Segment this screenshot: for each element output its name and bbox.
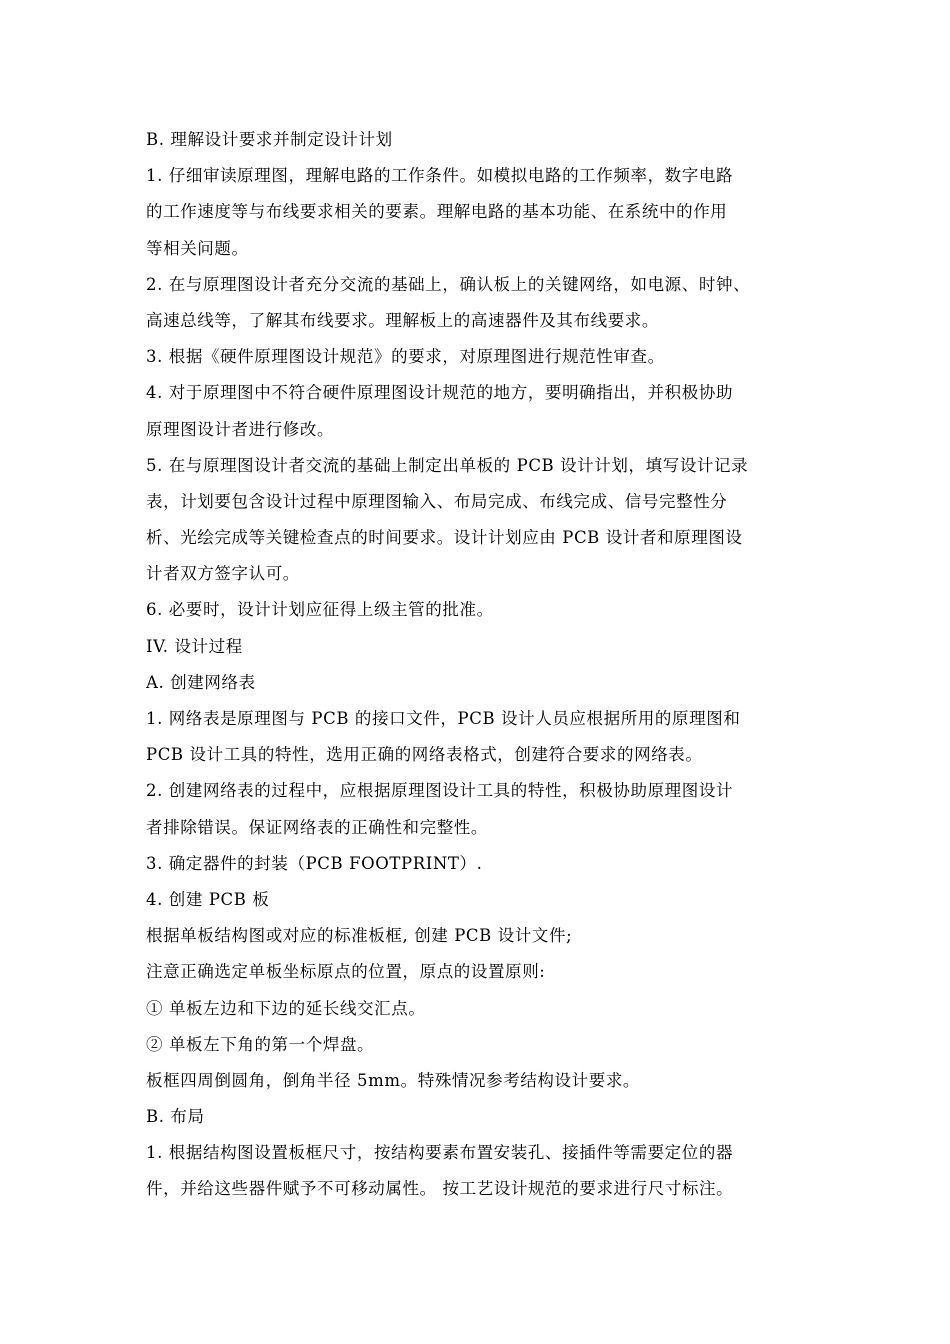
paragraph-line: 4. 对于原理图中不符合硬件原理图设计规范的地方，要明确指出，并积极协助 <box>146 383 734 403</box>
paragraph-line: 4. 创建 PCB 板 <box>146 889 270 909</box>
paragraph-line: 3. 根据《硬件原理图设计规范》的要求，对原理图进行规范性审查。 <box>146 347 665 367</box>
paragraph-line: 的工作速度等与布线要求相关的要素。理解电路的基本功能、在系统中的作用 <box>146 202 728 222</box>
paragraph-line: 原理图设计者进行修改。 <box>146 419 335 439</box>
paragraph-line: 1. 网络表是原理图与 PCB 的接口文件，PCB 设计人员应根据所用的原理图和 <box>146 709 741 728</box>
paragraph-line: 2. 在与原理图设计者充分交流的基础上，确认板上的关键网络，如电源、时钟、 <box>146 274 751 294</box>
paragraph-line: 高速总线等，了解其布线要求。理解板上的高速器件及其布线要求。 <box>146 310 659 330</box>
paragraph-line: 5. 在与原理图设计者交流的基础上制定出单板的 PCB 设计计划，填写设计记录 <box>146 455 749 475</box>
paragraph-line: 表，计划要包含设计过程中原理图输入、布局完成、布线完成、信号完整性分 <box>146 491 728 511</box>
paragraph-line: 3. 确定器件的封装（PCB FOOTPRINT）. <box>146 853 483 873</box>
section-heading-a: A. 创建网络表 <box>146 672 256 692</box>
paragraph-line: 计者双方签字认可。 <box>146 564 300 584</box>
document-body <box>146 122 808 1208</box>
paragraph-line: 注意正确选定单板坐标原点的位置，原点的设置原则: <box>146 962 546 982</box>
paragraph-line: 等相关问题。 <box>146 238 249 258</box>
paragraph-line: 1. 仔细审读原理图，理解电路的工作条件。如模拟电路的工作频率，数字电路 <box>146 166 734 186</box>
paragraph-line: PCB 设计工具的特性，选用正确的网络表格式，创建符合要求的网络表。 <box>146 745 703 765</box>
list-item: ① 单板左边和下边的延长线交汇点。 <box>146 998 426 1018</box>
paragraph-line: 件，并给这些器件赋予不可移动属性。 按工艺设计规范的要求进行尺寸标注。 <box>146 1179 734 1199</box>
paragraph-line: 2. 创建网络表的过程中，应根据原理图设计工具的特性，积极协助原理图设计 <box>146 781 734 801</box>
paragraph-line: 1. 根据结构图设置板框尺寸，按结构要素布置安装孔、接插件等需要定位的器 <box>146 1143 734 1163</box>
paragraph-line: 板框四周倒圆角，倒角半径 5mm。特殊情况参考结构设计要求。 <box>146 1070 641 1090</box>
section-heading-b: B. 理解设计要求并制定设计计划 <box>146 130 393 149</box>
paragraph-line: 析、光绘完成等关键检查点的时间要求。设计计划应由 PCB 设计者和原理图设 <box>146 528 743 548</box>
list-item: ② 单板左下角的第一个焊盘。 <box>146 1034 375 1054</box>
paragraph-line: 者排除错误。保证网络表的正确性和完整性。 <box>146 817 488 837</box>
section-heading-b-layout: B. 布局 <box>146 1107 205 1127</box>
paragraph-line: 6. 必要时，设计计划应征得上级主管的批准。 <box>146 600 494 620</box>
section-heading-iv: IV. 设计过程 <box>146 636 243 656</box>
paragraph-line: 根据单板结构图或对应的标准板框, 创建 PCB 设计文件; <box>146 926 573 946</box>
